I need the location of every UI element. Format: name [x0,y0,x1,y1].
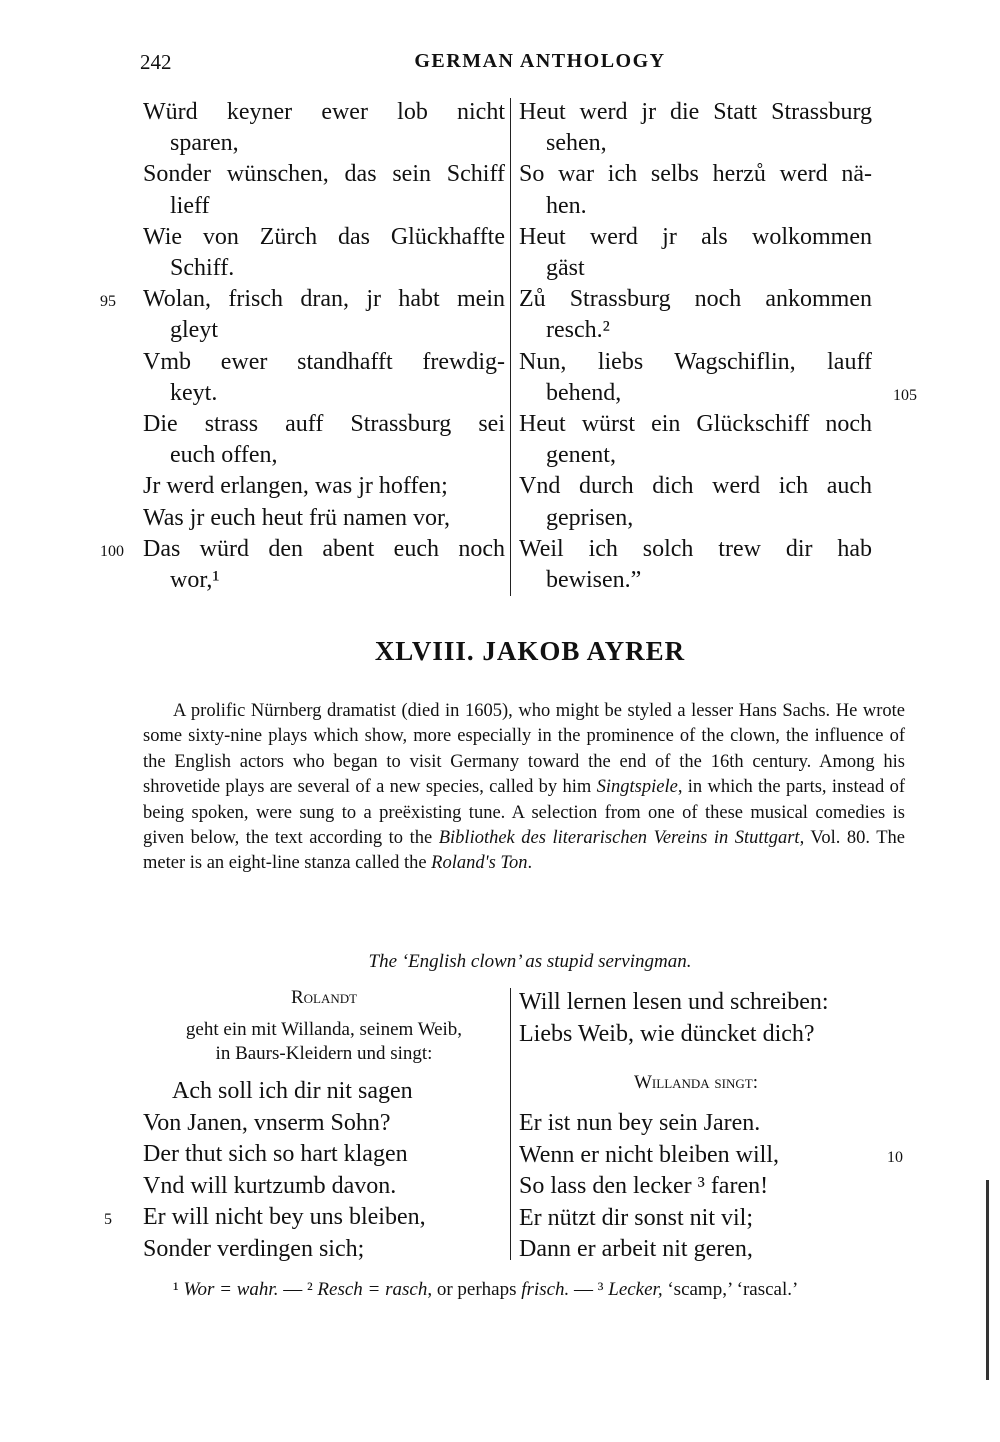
verse-line: Er will nicht bey uns bleiben, [143,1204,426,1231]
section-heading: XLVIII. JAKOB AYRER [374,636,686,666]
verse-line: Weil ich solch trew dir hab [519,535,872,562]
text-run: — ³ [569,1279,609,1300]
italic-text: Wor = wahr. [183,1279,279,1300]
line-number: 10 [887,1148,903,1166]
verse-line: So lass den lecker ³ faren! [519,1173,769,1200]
text-run: ‘scamp,’ ‘rascal.’ [662,1279,799,1300]
verse-line: Von Janen, vnserm Sohn? [143,1109,391,1136]
speaker-willanda: Willanda singt: [633,1072,758,1093]
line-number: 5 [104,1211,112,1229]
italic-text: Roland's Ton [431,853,528,874]
line-number: 95 [100,293,116,311]
verse-line: Sonder verdingen sich; [143,1236,365,1262]
italic-text: Singtspiele [596,777,678,798]
verse-line: Dann er arbeit nit geren, [519,1236,753,1263]
verse-line: resch.² [546,317,610,344]
verse-line: Was jr euch heut frü namen vor, [143,504,450,531]
verse-line: Der thut sich so hart klagen [143,1141,408,1168]
verse-line: hen. [546,192,587,219]
italic-text: Resch = rasch [317,1279,428,1300]
verse-line: So war ich selbs herzů werd nä- [519,161,872,188]
italic-text: frisch. [521,1279,570,1300]
verse-line: wor,¹ [170,567,220,593]
footnotes [143,1278,905,1302]
text-run: . [527,853,533,874]
scene-caption: The ‘English clown’ as stupid servingman. [368,951,692,972]
verse-line: Heut werd jr die Statt Strassburg [519,99,872,125]
verse-line: Ach soll ich dir nit sagen [172,1078,413,1104]
text-run: A prolific Nürnberg dramatist (died in 1605), who might be styled a lesser Hans Sachs. He wrote some sixty-nine plays which show, more especially in the prominence of the clown, the influence of the English actors who began to visit Germany toward the end of the 16th century. Among his shrovetide plays are several of a new species, called by him [143,701,905,798]
page-edge-mark [986,1180,989,1380]
verse-line: Heut würst ein Glückschiff noch [519,411,872,437]
verse-line: behend, [546,379,622,406]
text-run: , or perhaps [427,1279,522,1300]
verse-line: Nun, liebs Wagschiflin, lauff [519,348,872,375]
verse-line: gleyt [170,317,218,344]
italic-text: Lecker, [608,1279,663,1300]
verse-line: keyt. [170,379,218,406]
stage-direction: geht ein mit Willanda, seinem Weib, [185,1019,463,1040]
italic-text: Bibliothek des literarischen Vereins in Stuttgart [438,828,800,849]
verse-line: Wie von Zürch das Glückhaffte [143,223,505,250]
verse-line: gäst [546,255,585,281]
verse-line: Wolan, frisch dran, jr habt mein [143,286,505,313]
verse-line: Will lernen lesen und schreiben: [519,989,829,1015]
text-run: , in which the parts, instead of being spoken, were sung to a preëxisting tune. A selection from one of these musical comedies is given below, the text according to the [143,777,906,849]
verse-line: Vnd will kurtzumb davon. [143,1172,397,1199]
text-run: , Vol. 80. The meter is an eight-line stanza called the [143,828,905,874]
verse-line: Würd keyner ewer lob nicht [143,99,505,125]
verse-line: Er ist nun bey sein Jaren. [519,1110,761,1136]
verse-line: bewisen.” [546,567,642,593]
verse-line: Liebs Weib, wie düncket dich? [519,1021,815,1047]
running-title: GERMAN ANTHOLOGY [414,50,666,72]
verse-line: genent, [546,442,616,469]
verse-line: sparen, [170,130,239,157]
speaker-rolandt: Rolandt [290,987,358,1008]
column-divider [510,988,511,1260]
verse-line: euch offen, [170,442,278,469]
verse-line: Zů Strassburg noch ankommen [519,286,872,313]
line-number: 105 [893,386,917,404]
verse-line: Vmb ewer standhafft frewdig- [143,348,505,375]
column-divider [510,98,511,596]
verse-line: lieff [170,192,210,219]
line-number: 100 [100,542,124,560]
verse-line: Schiff. [170,255,235,281]
verse-line: sehen, [546,130,607,157]
text-run: — ² [278,1279,318,1300]
verse-line: Die strass auff Strassburg sei [143,411,505,437]
intro-paragraph [143,699,905,877]
verse-line: Jr werd erlangen, was jr hoffen; [143,473,448,500]
stage-direction: in Baurs-Kleidern und singt: [215,1043,433,1064]
verse-line: Wenn er nicht bleiben will, [519,1141,779,1168]
verse-line: Das würd den abent euch noch [143,535,505,562]
text-run: ¹ [173,1279,184,1300]
page-number: 242 [140,50,172,74]
verse-line: geprisen, [546,504,634,531]
verse-line: Sonder wünschen, das sein Schiff [143,161,505,188]
verse-line: Heut werd jr als wolkommen [519,223,872,250]
verse-line: Vnd durch dich werd ich auch [519,473,872,500]
verse-line: Er nützt dir sonst nit vil; [519,1204,753,1231]
